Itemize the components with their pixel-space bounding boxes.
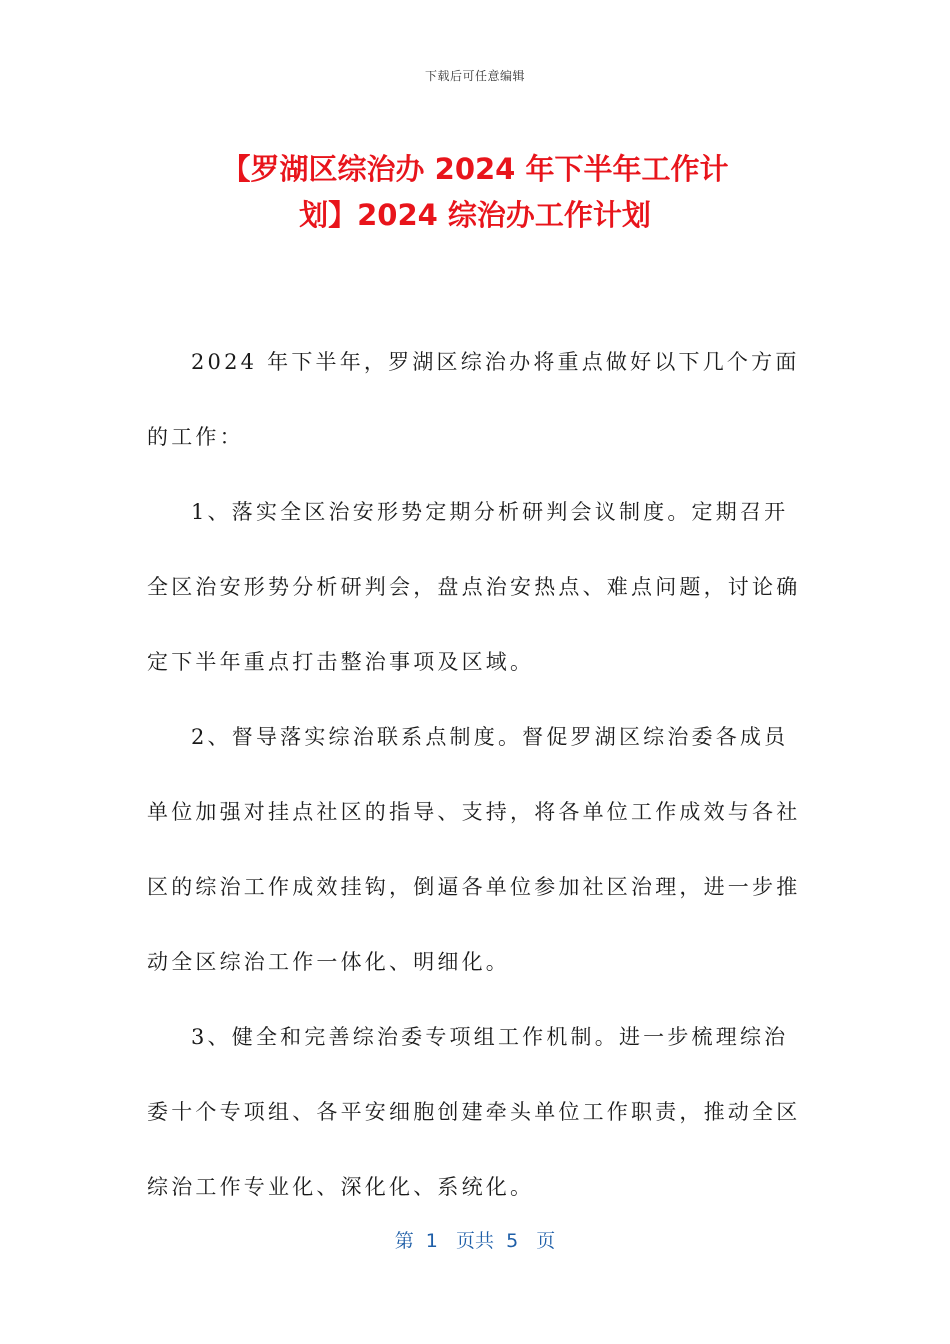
header-note: 下载后可任意编辑 [424,69,525,83]
document-title [150,146,800,238]
paragraph-item-3: 3、健全和完善综治委专项组工作机制。进一步梳理综治委十个专项组、各平安细胞创建牵头单位工作职责，推动全区综治工作专业化、深化化、系统化。 [147,1025,801,1199]
title-line-2: 划】2024 综治办工作计划 [299,198,651,232]
paragraph-intro: 2024 年下半年，罗湖区综治办将重点做好以下几个方面的工作： [147,350,800,449]
page-number-footer: 第 1 页共 5 页 [394,1230,556,1252]
paragraph-item-2: 2、督导落实综治联系点制度。督促罗湖区综治委各成员单位加强对挂点社区的指导、支持，将各单位工作成效与各社区的综治工作成效挂钩，倒逼各单位参加社区治理，进一步推动全区综治工作一体化、明细化。 [147,725,801,974]
paragraph-item-1: 1、落实全区治安形势定期分析研判会议制度。定期召开全区治安形势分析研判会，盘点治安热点、难点问题，讨论确定下半年重点打击整治事项及区域。 [147,500,801,674]
document-body [147,325,807,1225]
title-line-1: 【罗湖区综治办 2024 年下半年工作计 [221,152,729,186]
